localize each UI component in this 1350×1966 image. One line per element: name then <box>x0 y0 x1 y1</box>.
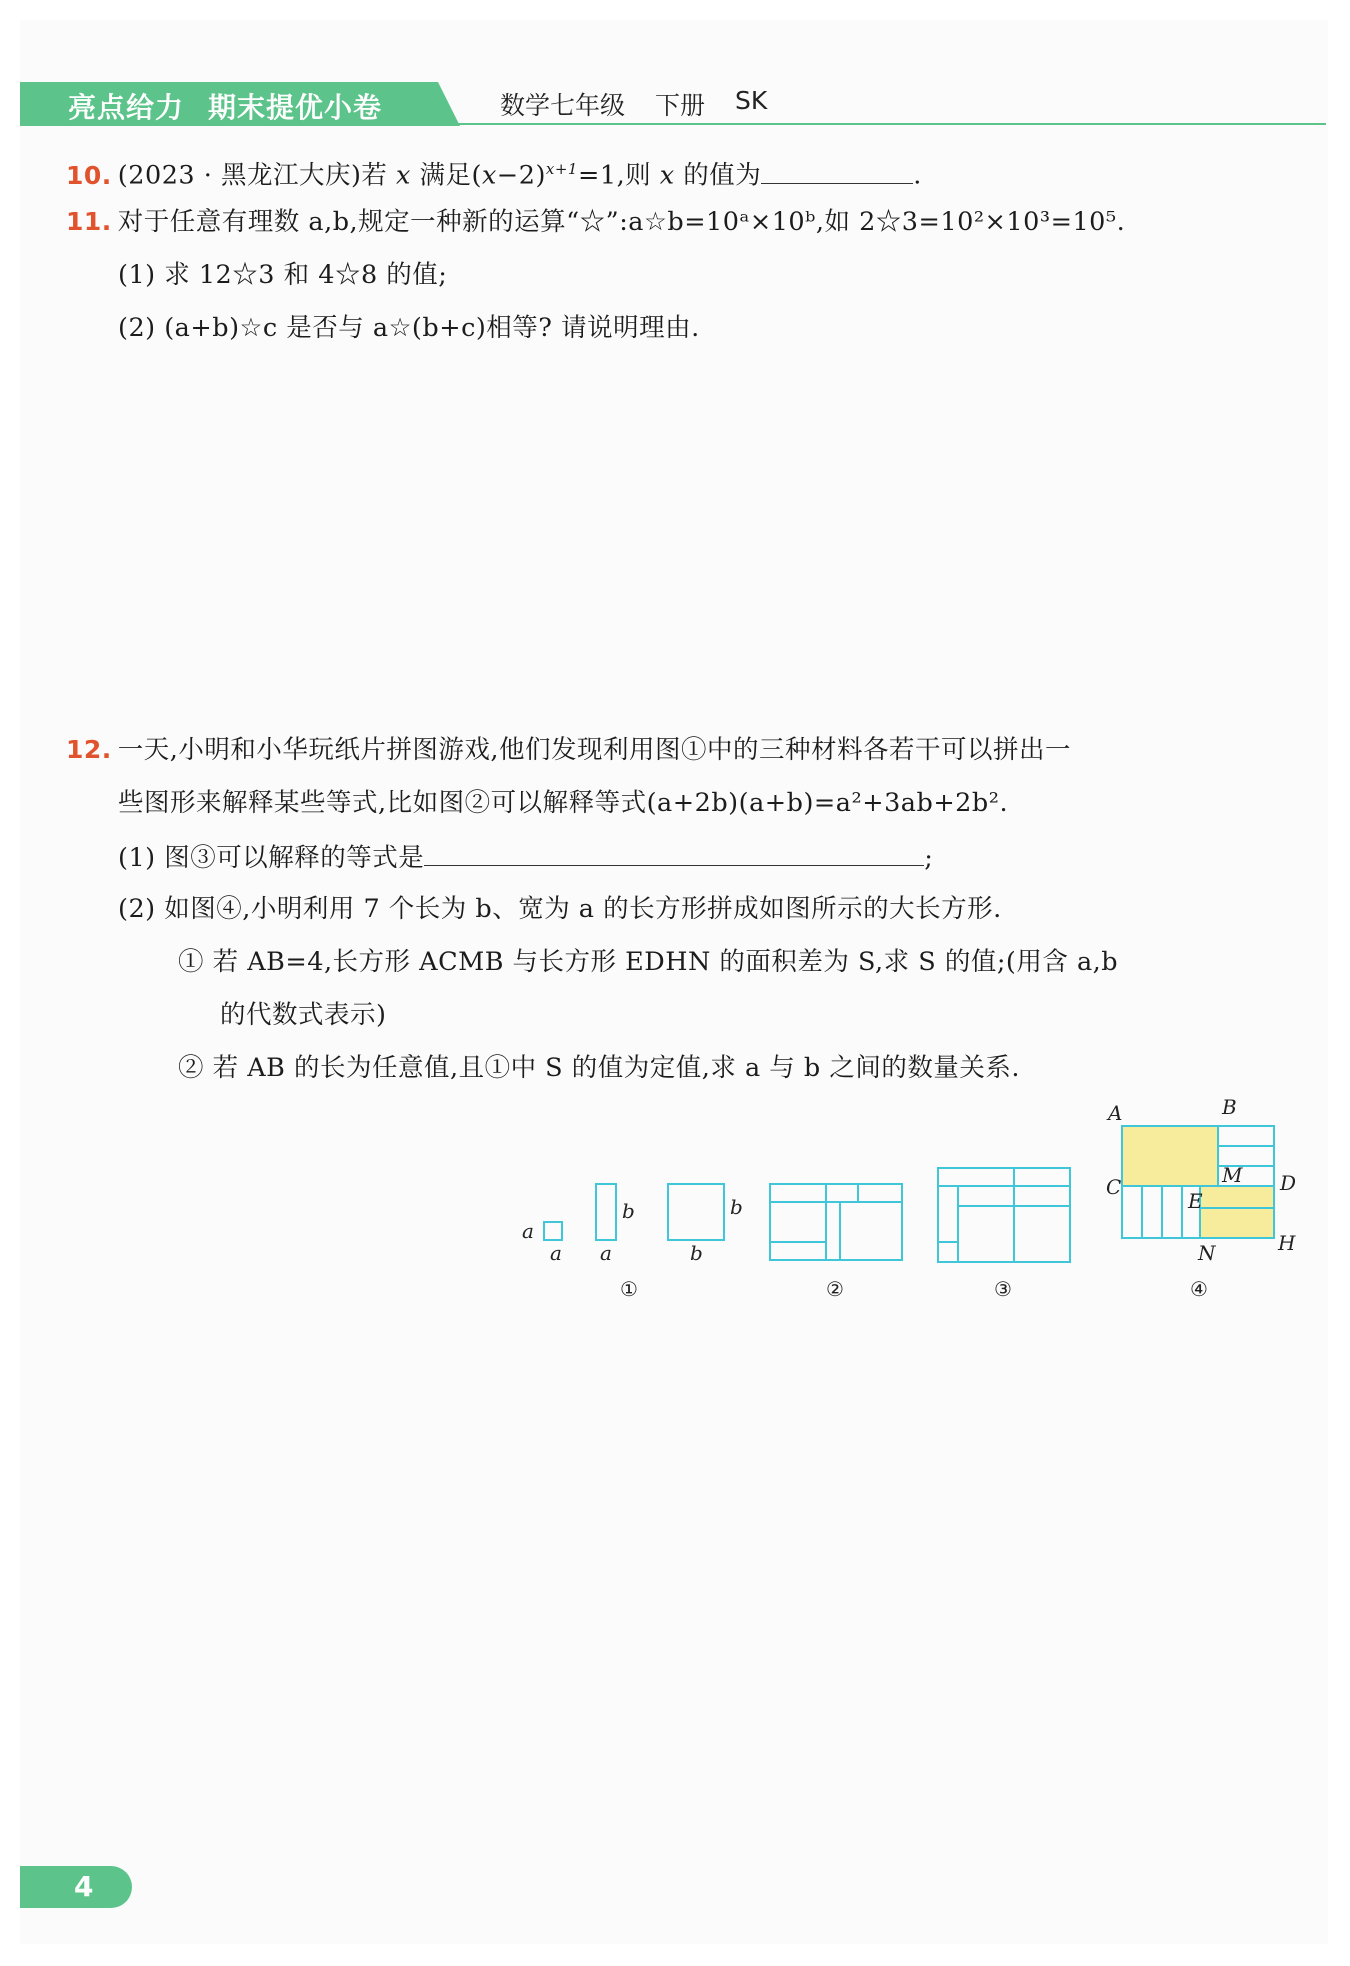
header-subject <box>500 86 767 122</box>
subject-grade: 数学七年级 <box>500 91 626 120</box>
label-a: a <box>550 1241 562 1265</box>
q11-part-2: (2) (a+b)☆c 是否与 a☆(b+c)相等? 请说明理由. <box>118 313 700 343</box>
q10-var: x <box>481 160 497 191</box>
figure-svg <box>510 1090 1310 1320</box>
point-label-m: M <box>1222 1163 1243 1187</box>
label-b: b <box>622 1199 635 1223</box>
page-number: 4 <box>74 1870 94 1903</box>
point-label-a: A <box>1108 1101 1123 1125</box>
q12-part-1 <box>118 839 933 875</box>
caption-figure-2: ② <box>826 1277 844 1301</box>
label-b: b <box>690 1241 703 1265</box>
q10-var: x <box>396 160 411 191</box>
figure-2-diagram <box>770 1184 902 1260</box>
figure-4-diagram <box>1122 1126 1274 1238</box>
caption-figure-1: ① <box>620 1277 638 1301</box>
caption-figure-3: ③ <box>994 1277 1012 1301</box>
q10-text: 满足( <box>410 160 482 191</box>
brand-title: 亮点给力 <box>68 91 185 124</box>
point-label-e: E <box>1188 1189 1203 1213</box>
figure-group <box>510 1090 1310 1320</box>
q12-sub-1-line1: ① 若 AB=4,长方形 ACMB 与长方形 EDHN 的面积差为 S,求 S 的值;(用含 a,b <box>178 947 1119 977</box>
point-label-d: D <box>1280 1171 1297 1195</box>
q11-part-1: (1) 求 12☆3 和 4☆8 的值; <box>118 260 448 290</box>
caption-figure-4: ④ <box>1190 1277 1208 1301</box>
label-a: a <box>522 1219 534 1243</box>
q10-text: =1,则 <box>577 160 660 191</box>
q12-part-2: (2) 如图④,小明利用 7 个长为 b、宽为 a 的长方形拼成如图所示的大长方形. <box>118 894 1002 924</box>
label-b: b <box>730 1195 743 1219</box>
q12-part-1-text: (1) 图③可以解释的等式是 <box>118 843 425 873</box>
square-b <box>668 1184 724 1240</box>
q11-stem: 对于任意有理数 a,b,规定一种新的运算“☆”:a☆b=10ᵃ×10ᵇ,如 2☆3=10²×10³=10⁵. <box>117 207 1126 237</box>
q10-text: −2) <box>496 160 546 191</box>
q10-text: 的值为 <box>674 160 762 191</box>
q10-text: (2023 · 黑龙江大庆)若 <box>117 160 397 191</box>
question-number: 12. <box>66 735 112 764</box>
subject-edition: SK <box>735 86 768 115</box>
page-background <box>20 20 1328 1944</box>
question-11 <box>66 205 1125 239</box>
point-label-c: C <box>1106 1175 1122 1199</box>
small-square-a <box>544 1222 562 1240</box>
brand-subtitle: 期末提优小卷 <box>208 91 383 124</box>
answer-blank[interactable] <box>761 157 913 184</box>
header-rule <box>440 123 1326 125</box>
q12-stem-line2: 些图形来解释某些等式,比如图②可以解释等式(a+2b)(a+b)=a²+3ab+2b². <box>118 788 1009 818</box>
header-brand <box>68 86 382 126</box>
q10-text: . <box>913 160 922 191</box>
q12-stem-line1: 一天,小明和小华玩纸片拼图游戏,他们发现利用图①中的三种材料各若干可以拼出一 <box>117 735 1072 765</box>
q12-sub-1-line2: 的代数式表示) <box>220 1000 387 1030</box>
label-a: a <box>600 1241 612 1265</box>
shaded-rect-acmb <box>1122 1126 1218 1186</box>
question-number: 10. <box>66 160 112 190</box>
q10-var: x <box>659 160 675 191</box>
point-label-h: H <box>1278 1231 1296 1255</box>
rectangle-ab <box>596 1184 616 1240</box>
question-12 <box>66 733 1071 767</box>
point-label-b: B <box>1222 1095 1237 1119</box>
q10-exponent: x+1 <box>545 160 578 178</box>
question-number: 11. <box>66 207 112 236</box>
question-10 <box>66 152 922 193</box>
subject-volume: 下册 <box>655 91 706 120</box>
answer-blank[interactable] <box>424 839 924 866</box>
q12-part-1-end: ; <box>924 843 934 873</box>
point-label-n: N <box>1198 1241 1216 1265</box>
shaded-rect-edhn <box>1200 1186 1274 1238</box>
q12-sub-2: ② 若 AB 的长为任意值,且①中 S 的值为定值,求 a 与 b 之间的数量关系. <box>178 1053 1020 1083</box>
figure-3-diagram <box>938 1168 1070 1262</box>
